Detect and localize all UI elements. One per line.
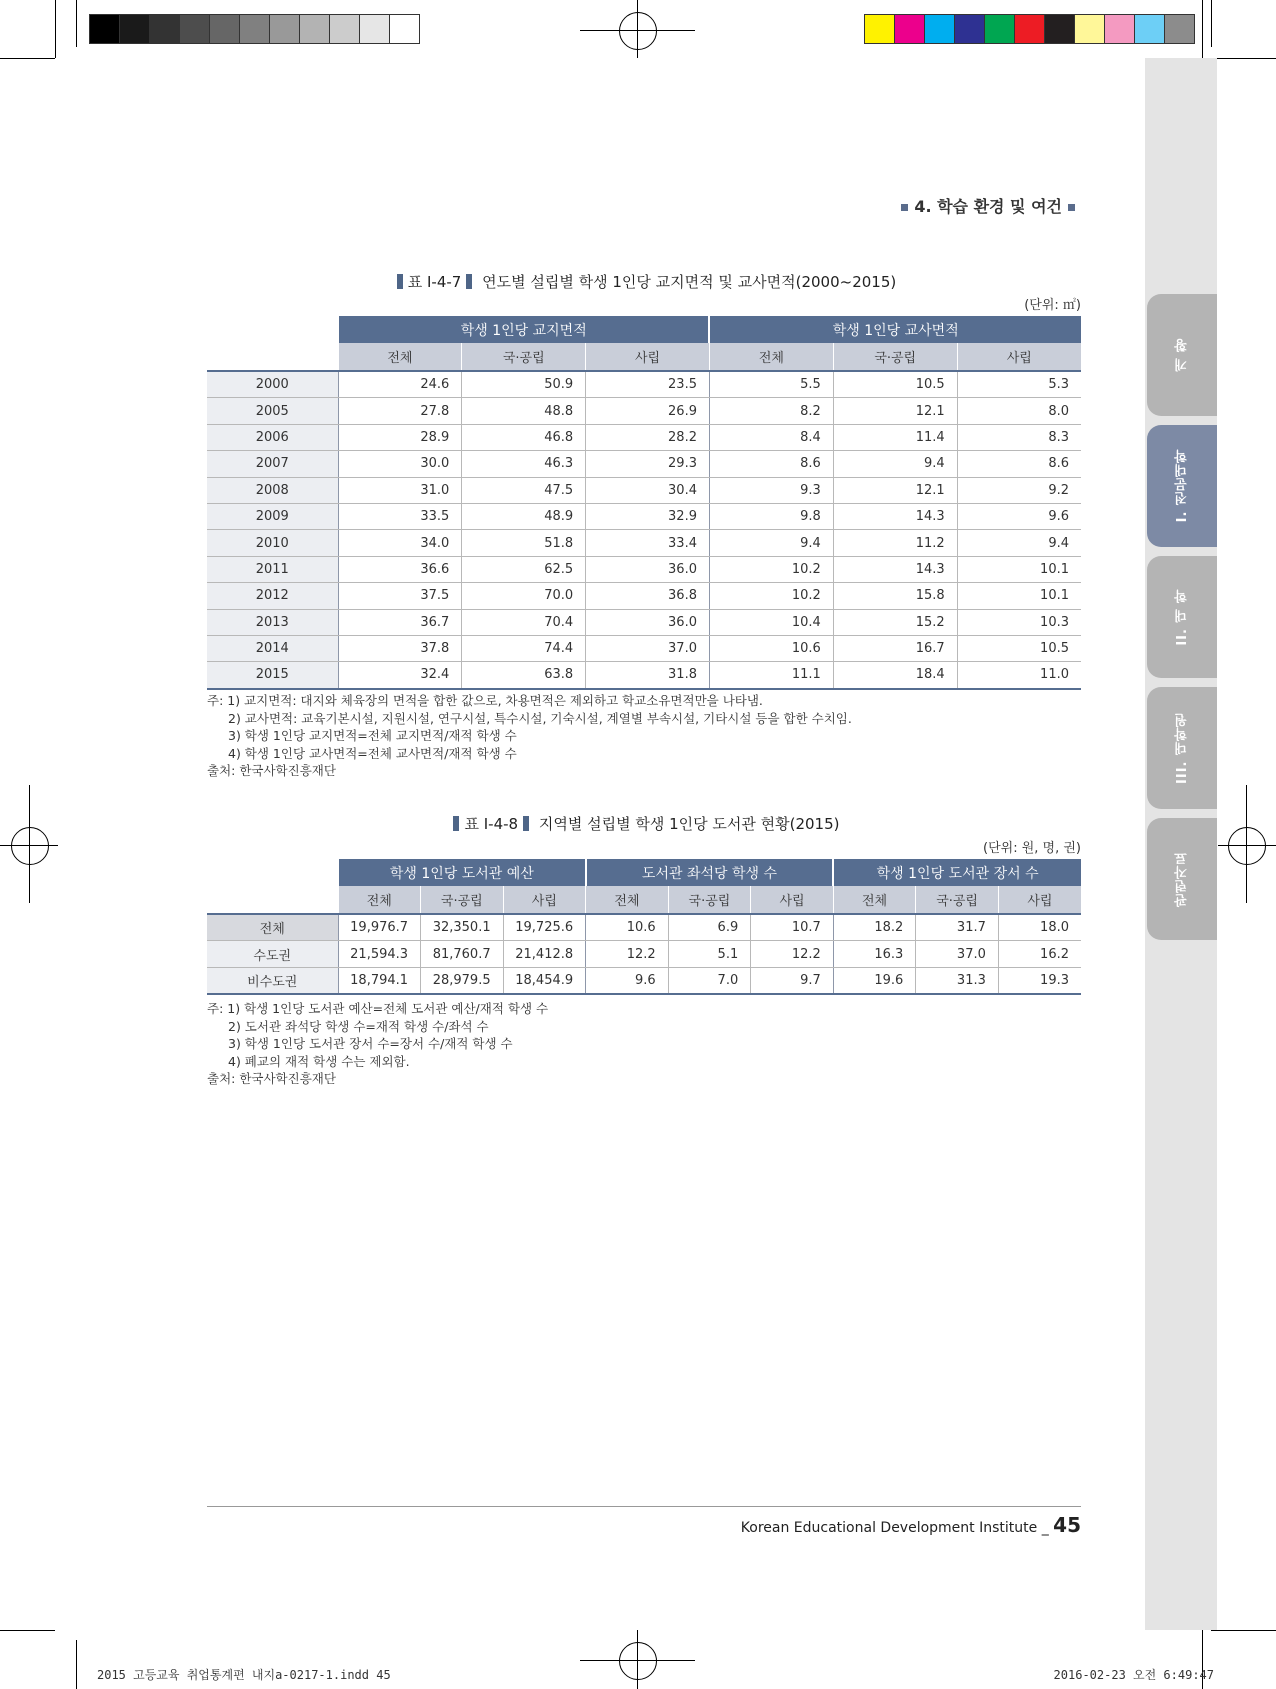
table-cell: 11.4 [833,424,957,450]
row-header-year: 2013 [207,609,338,635]
gray-swatch [239,15,269,43]
table-cell: 10.6 [586,914,669,941]
side-tab-label: II. 대 학 [1174,588,1190,646]
row-header-year: 2008 [207,477,338,503]
table-cell: 15.8 [833,583,957,609]
table-cell: 62.5 [462,556,586,582]
table-cell: 48.9 [462,503,586,529]
table-cell: 10.1 [957,556,1081,582]
note-line: 3) 학생 1인당 도서관 장서 수=장서 수/재적 학생 수 [228,1036,513,1051]
table-cell: 31.8 [586,662,710,689]
page-number: 45 [1053,1513,1081,1537]
table-row [207,914,1081,941]
table1-sub-header: 국·공립 [462,343,586,371]
table-cell: 74.4 [462,635,586,661]
table-cell: 10.2 [709,556,833,582]
table1-sub-header: 국·공립 [833,343,957,371]
table-cell: 33.5 [338,503,462,529]
note-line: 주: 1) 교지면적: 대지와 체육장의 면적을 합한 값으로, 차용면적은 제외하고 학교소유면적만을 나타냄. [207,693,763,708]
footer-rule [207,1506,1081,1507]
table-cell: 24.6 [338,371,462,398]
table-cell: 18.2 [833,914,916,941]
table-cell: 9.4 [957,530,1081,556]
table1-group-header: 학생 1인당 교사면적 [709,316,1081,343]
table-cell: 47.5 [462,477,586,503]
table1-unit: (단위: ㎡) [1024,298,1081,313]
table-cell: 29.3 [586,451,710,477]
table2 [207,859,1081,995]
table-cell: 12.1 [833,477,957,503]
table-cell: 10.6 [709,635,833,661]
table-cell: 10.3 [957,609,1081,635]
table2-group-header: 도서관 좌석당 학생 수 [586,859,834,886]
side-tab-label: III. 대학원 [1174,712,1190,784]
table2-sub-header: 전체 [338,886,421,914]
table-cell: 31.0 [338,477,462,503]
table-cell: 5.1 [668,941,751,967]
row-header-year: 2007 [207,451,338,477]
gray-swatch [389,15,419,43]
gray-swatch [90,15,119,43]
table-cell: 51.8 [462,530,586,556]
row-header-year: 2012 [207,583,338,609]
table1-sub-header: 사립 [957,343,1081,371]
table-cell: 10.4 [709,609,833,635]
table-row [207,583,1081,609]
table-cell: 28.2 [586,424,710,450]
title-bar-icon [523,816,529,831]
section-header: 4. 학습 환경 및 여건 [895,194,1081,217]
color-swatch [894,15,924,43]
table-cell: 19,976.7 [338,914,421,941]
table-cell: 9.7 [751,967,834,994]
table-row [207,530,1081,556]
footer-institute: Korean Educational Development Institute _ [740,1520,1049,1536]
table-row [207,967,1081,994]
side-tab[interactable] [1147,687,1217,809]
table-cell: 14.3 [833,556,957,582]
table-cell: 14.3 [833,503,957,529]
gray-swatch [329,15,359,43]
table-cell: 31.7 [916,914,999,941]
gray-calibration-bar [89,14,420,44]
slug-datetime: 2016-02-23 오전 6:49:47 [1053,1668,1214,1682]
table-cell: 36.7 [338,609,462,635]
table-cell: 36.0 [586,556,710,582]
color-swatch [1134,15,1164,43]
table-cell: 30.0 [338,451,462,477]
table-row [207,451,1081,477]
table-cell: 8.4 [709,424,833,450]
note-line: 출처: 한국사학진흥재단 [207,1071,336,1086]
side-tab-label: I. 전문대학 [1174,449,1190,523]
table-row [207,398,1081,424]
row-header-year: 2011 [207,556,338,582]
table1-title: 표 Ⅰ-4-7 연도별 설립별 학생 1인당 교지면적 및 교사면적(2000~2015) [207,271,1081,292]
table1-sub-header: 전체 [709,343,833,371]
table1 [207,316,1081,690]
color-swatch [1044,15,1074,43]
table-cell: 46.3 [462,451,586,477]
slug-file: 2015 고등교육 취업통계편 내지a-0217-1.indd 45 [97,1668,391,1682]
table-cell: 8.0 [957,398,1081,424]
table-cell: 46.8 [462,424,586,450]
note-line: 2) 교사면적: 교육기본시설, 지원시설, 연구시설, 특수시설, 기숙시설, 계열별 부속시설, 기타시설 등을 합한 수치임. [228,710,852,726]
table-cell: 10.2 [709,583,833,609]
table-cell: 5.3 [957,371,1081,398]
table-cell: 11.2 [833,530,957,556]
table-cell: 32,350.1 [421,914,504,941]
table-cell: 9.6 [586,967,669,994]
table1-sub-header: 전체 [338,343,462,371]
gray-swatch [299,15,329,43]
table-cell: 8.3 [957,424,1081,450]
table-cell: 36.6 [338,556,462,582]
table-cell: 18.0 [998,914,1081,941]
title-bar-icon [397,274,403,289]
table-cell: 32.9 [586,503,710,529]
table-cell: 9.2 [957,477,1081,503]
table-cell: 32.4 [338,662,462,689]
table-cell: 10.1 [957,583,1081,609]
row-header-year: 2014 [207,635,338,661]
row-header-year: 2009 [207,503,338,529]
table-cell: 19,725.6 [503,914,586,941]
note-line: 4) 폐교의 재적 학생 수는 제외함. [228,1053,410,1069]
color-swatch [1164,15,1194,43]
bullet-square-icon [1068,204,1075,211]
table-row [207,477,1081,503]
table-cell: 19.6 [833,967,916,994]
table1-notes [207,692,852,780]
table-cell: 70.4 [462,609,586,635]
table2-title: 표 Ⅰ-4-8 지역별 설립별 학생 1인당 도서관 현황(2015) [207,813,1081,834]
color-swatch [1104,15,1134,43]
table-cell: 37.0 [586,635,710,661]
table2-sub-header: 전체 [833,886,916,914]
side-tab-label: 관련자료 [1174,851,1190,907]
color-calibration-bar [864,14,1195,44]
table-cell: 63.8 [462,662,586,689]
title-bar-icon [466,274,472,289]
table-cell: 10.5 [833,371,957,398]
table-cell: 9.8 [709,503,833,529]
table-row [207,635,1081,661]
gray-swatch [149,15,179,43]
color-swatch [924,15,954,43]
table-cell: 36.8 [586,583,710,609]
table-cell: 81,760.7 [421,941,504,967]
table-cell: 11.0 [957,662,1081,689]
table-row [207,662,1081,689]
table-row [207,941,1081,967]
color-swatch [984,15,1014,43]
table-cell: 6.9 [668,914,751,941]
table-cell: 8.2 [709,398,833,424]
table-cell: 11.1 [709,662,833,689]
row-header-year: 2015 [207,662,338,689]
table-cell: 10.7 [751,914,834,941]
table-cell: 34.0 [338,530,462,556]
table2-sub-header: 국·공립 [421,886,504,914]
table-cell: 18,794.1 [338,967,421,994]
table2-sub-header: 사립 [503,886,586,914]
side-tab[interactable] [1147,294,1217,416]
side-tab-label: 개 황 [1174,338,1190,372]
table-cell: 12.2 [586,941,669,967]
table-cell: 28.9 [338,424,462,450]
color-swatch [1014,15,1044,43]
note-line: 출처: 한국사학진흥재단 [207,763,336,778]
table2-sub-header: 국·공립 [916,886,999,914]
table-cell: 15.2 [833,609,957,635]
table-cell: 18.4 [833,662,957,689]
table-cell: 21,412.8 [503,941,586,967]
note-line: 2) 도서관 좌석당 학생 수=재적 학생 수/좌석 수 [228,1018,489,1034]
table-cell: 36.0 [586,609,710,635]
table-cell: 30.4 [586,477,710,503]
table1-group-header: 학생 1인당 교지면적 [338,316,709,343]
table-cell: 37.5 [338,583,462,609]
table-row [207,556,1081,582]
table-cell: 9.4 [709,530,833,556]
table2-unit: (단위: 원, 명, 권) [983,841,1081,856]
table-cell: 18,454.9 [503,967,586,994]
table-cell: 50.9 [462,371,586,398]
side-tab[interactable] [1147,556,1217,678]
gray-swatch [209,15,239,43]
table-cell: 8.6 [709,451,833,477]
gray-swatch [269,15,299,43]
table-cell: 37.0 [916,941,999,967]
row-header-year: 2005 [207,398,338,424]
table-cell: 70.0 [462,583,586,609]
row-header-region: 전체 [207,914,338,941]
table-cell: 12.1 [833,398,957,424]
table-cell: 16.7 [833,635,957,661]
page-footer [741,1513,1081,1537]
table-cell: 23.5 [586,371,710,398]
table-cell: 8.6 [957,451,1081,477]
table-cell: 37.8 [338,635,462,661]
table2-sub-header: 사립 [998,886,1081,914]
note-line: 3) 학생 1인당 교지면적=전체 교지면적/재적 학생 수 [228,728,517,743]
table-cell: 27.8 [338,398,462,424]
table-cell: 19.3 [998,967,1081,994]
table-cell: 28,979.5 [421,967,504,994]
side-tab[interactable] [1147,425,1217,547]
note-line: 주: 1) 학생 1인당 도서관 예산=전체 도서관 예산/재적 학생 수 [207,1001,549,1016]
table-cell: 33.4 [586,530,710,556]
gray-swatch [359,15,389,43]
title-bar-icon [453,816,459,831]
table1-sub-header: 사립 [586,343,710,371]
row-header-region: 수도권 [207,941,338,967]
table2-sub-header: 사립 [751,886,834,914]
table2-group-header: 학생 1인당 도서관 예산 [338,859,586,886]
table-cell: 9.3 [709,477,833,503]
bullet-square-icon [901,204,908,211]
table-row [207,424,1081,450]
table-cell: 21,594.3 [338,941,421,967]
table-cell: 7.0 [668,967,751,994]
table-cell: 10.5 [957,635,1081,661]
table-cell: 9.4 [833,451,957,477]
table2-sub-header: 국·공립 [668,886,751,914]
color-swatch [1074,15,1104,43]
row-header-year: 2000 [207,371,338,398]
table2-notes [207,1000,548,1088]
side-tab[interactable] [1147,818,1217,940]
table-row [207,609,1081,635]
row-header-year: 2006 [207,424,338,450]
gray-swatch [179,15,209,43]
color-swatch [865,15,894,43]
table-row [207,503,1081,529]
table-cell: 31.3 [916,967,999,994]
table-cell: 26.9 [586,398,710,424]
color-swatch [954,15,984,43]
table-cell: 16.2 [998,941,1081,967]
table-cell: 12.2 [751,941,834,967]
row-header-region: 비수도권 [207,967,338,994]
table-cell: 5.5 [709,371,833,398]
table-row [207,371,1081,398]
row-header-year: 2010 [207,530,338,556]
gray-swatch [119,15,149,43]
note-line: 4) 학생 1인당 교사면적=전체 교사면적/재적 학생 수 [228,745,517,761]
table-cell: 9.6 [957,503,1081,529]
table-cell: 48.8 [462,398,586,424]
table2-sub-header: 전체 [586,886,669,914]
table2-group-header: 학생 1인당 도서관 장서 수 [833,859,1081,886]
table-cell: 16.3 [833,941,916,967]
